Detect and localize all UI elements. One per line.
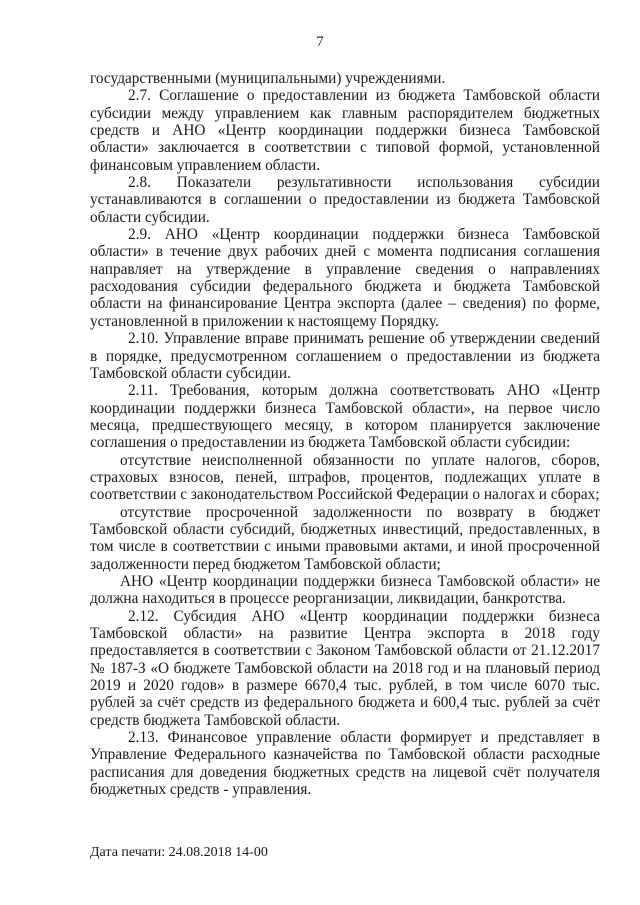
- paragraph-2-8: 2.8. Показатели результативности использования субсидии устанавливаются в соглашении о предоставлении из бюджета Тамбовской области субсидии.: [90, 174, 600, 226]
- page-number: 7: [316, 34, 324, 50]
- requirement-reorganization: АНО «Центр координации поддержки бизнеса Тамбовской области» не должна находиться в процессе реорганизации, ликвидации, банкротства.: [90, 572, 600, 608]
- paragraph-2-10: 2.10. Управление вправе принимать решение об утверждении сведений в порядке, предусмотренном соглашением о предоставлении из бюджета Тамбовской области субсидии.: [90, 330, 600, 382]
- paragraph-2-7: 2.7. Соглашение о предоставлении из бюджета Тамбовской области субсидии между управлением как главным распорядителем бюджетных средств и АНО «Центр координации поддержки бизнеса Тамбовской области» заключается в соответствии с типовой формой, установленной финансовым управлением области.: [90, 87, 600, 174]
- print-date-footer: Дата печати: 24.08.2018 14-00: [90, 845, 268, 860]
- requirement-debts: отсутствие просроченной задолженности по возврату в бюджет Тамбовской области субсидий, бюджетных инвестиций, предоставленных, в том числе в соответствии с иными правовыми актами, и иной просроченной задолженности перед бюджетом Тамбовской области;: [90, 503, 600, 573]
- requirement-taxes: отсутствие неисполненной обязанности по уплате налогов, сборов, страховых взносов, пеней, штрафов, процентов, подлежащих уплате в соответствии с законодательством Российской Федерации о налогах и сборах;: [90, 451, 600, 504]
- paragraph-2-12: 2.12. Субсидия АНО «Центр координации поддержки бизнеса Тамбовской области» на развитие Центра экспорта в 2018 году предоставляется в соответствии с Законом Тамбовской области от 21.12.2017 № 187-З «О бюджете Тамбовской области на 2018 год и на плановый период 2019 и 2020 годов» в размере 6670,4 тыс. рублей, в том числе 6070 тыс. рублей за счёт средств из федерального бюджета и 600,4 тыс. рублей за счёт средств бюджета Тамбовской области.: [90, 607, 600, 729]
- document-body: [90, 70, 600, 798]
- paragraph-2-11: 2.11. Требования, которым должна соответствовать АНО «Центр координации поддержки бизнеса Тамбовской области», на первое число месяца, предшествующего месяцу, в котором планируется заключение соглашения о предоставлении из бюджета Тамбовской области субсидии:: [90, 382, 600, 452]
- paragraph-2-9: 2.9. АНО «Центр координации поддержки бизнеса Тамбовской области» в течение двух рабочих дней с момента подписания соглашения направляет на утверждение в управление сведения о направлениях расходования субсидии федерального бюджета и бюджета Тамбовской области на финансирование Центра экспорта (далее – сведения) по форме, установленной в приложении к настоящему Порядку.: [90, 226, 600, 330]
- paragraph-2-13: 2.13. Финансовое управление области формирует и представляет в Управление Федерального казначейства по Тамбовской области расходные расписания для доведения бюджетных средств на лицевой счёт получателя бюджетных средств - управления.: [90, 729, 600, 799]
- paragraph-continuation: государственными (муниципальными) учреждениями.: [90, 70, 446, 87]
